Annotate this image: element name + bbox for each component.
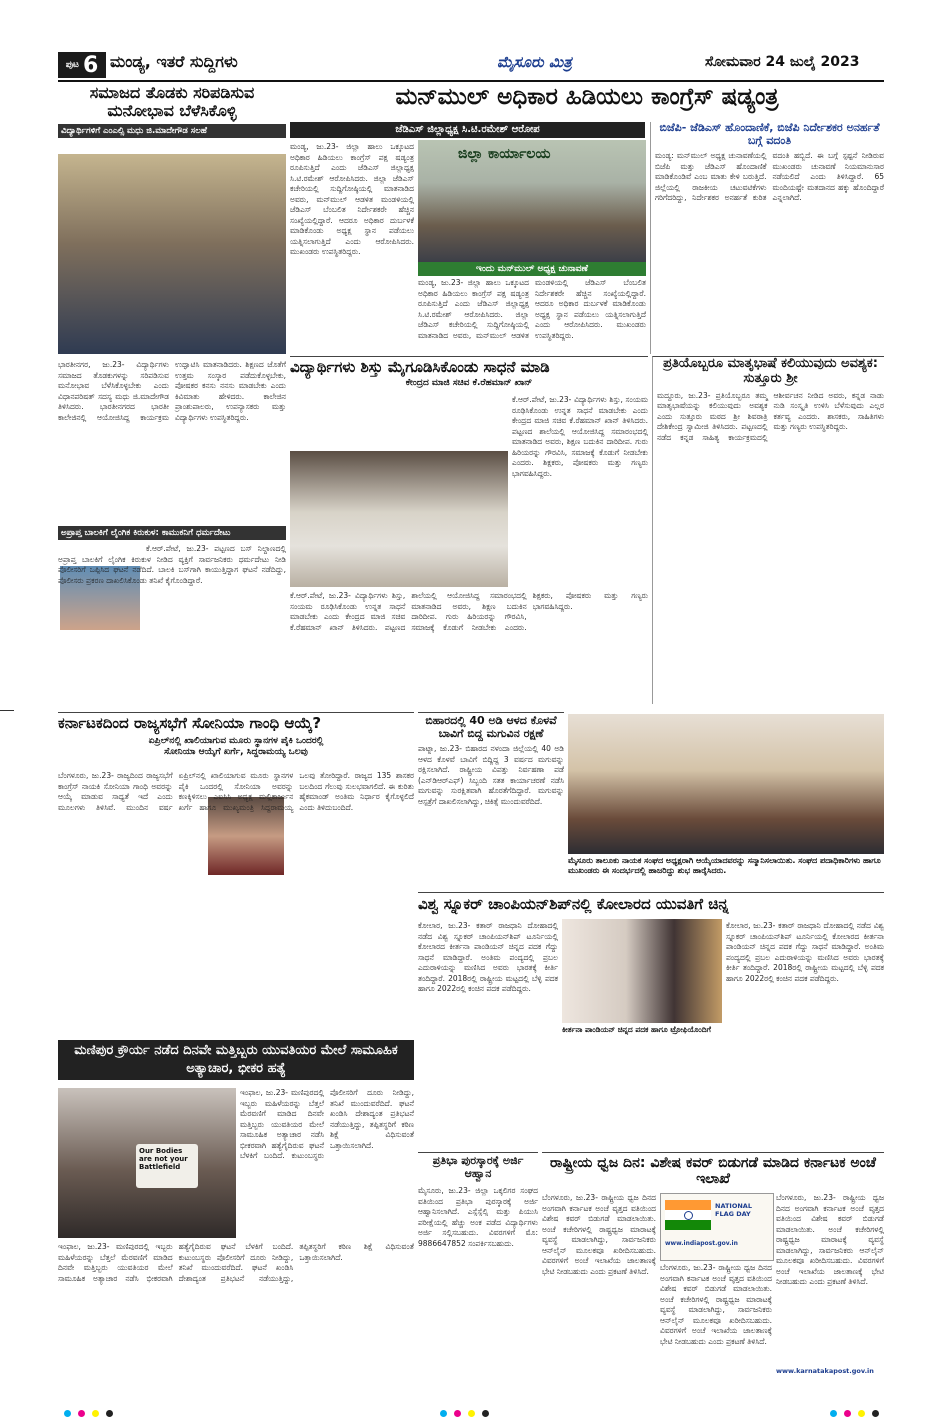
- flag-url-2: www.karnatakapost.gov.in: [776, 1367, 874, 1375]
- flag-stamp-cover: [660, 1193, 774, 1261]
- page-header: [0, 50, 945, 80]
- award-headline: ಪ್ರತಿಭಾ ಪುರಸ್ಕಾರಕ್ಕೆ ಅರ್ಜಿ ಆಹ್ವಾನ: [432, 1154, 524, 1180]
- print-marks-center: [440, 1410, 489, 1417]
- left-story-body: ಭಾರತೀನಗರ, ಜು.23- ವಿದ್ಯಾರ್ಥಿಗಳು ಸಮಾಜದ ತೊಡಕುಗಳನ್ನು ಸರಿಪಡಿಸುವ ಮನೋಭಾವ ಬೆಳೆಸಿಕೊಳ್ಳಬೇಕು ಎಂದು ವಿಧಾನಪರಿಷತ್ ಸದಸ್ಯ ಮಧು ಜಿ.ಮಾದೇಗೌಡ ತಿಳಿಸಿದರು. ಭಾರತೀನಗರದ ಭಾರತೀ ಕಾಲೇಜಿನಲ್ಲಿ ಆಯೋಜಿಸಿದ್ದ ಕಾರ್ಯಕ್ರಮ ಉದ್ಘಾಟಿಸಿ ಮಾತನಾಡಿದರು. ಶಿಕ್ಷಣದ ಜೊತೆಗೆ ಉತ್ತಮ ಸಂಸ್ಕಾರ ಪಡೆದುಕೊಳ್ಳಬೇಕು, ಪೋಷಕರ ಕನಸು ನನಸು ಮಾಡಬೇಕು ಎಂದು ಕಿವಿಮಾತು ಹೇಳಿದರು. ಕಾಲೇಜಿನ ಪ್ರಾಂಶುಪಾಲರು, ಉಪನ್ಯಾಸಕರು ಮತ್ತು ವಿದ್ಯಾರ್ಥಿಗಳು ಉಪಸ್ಥಿತರಿದ್ದರು.: [58, 360, 286, 422]
- snooker-story: [418, 892, 884, 1052]
- lead-photo-caption: ಇಂದು ಮನ್‌ಮುಲ್ ಅಧ್ಯಕ್ಷ ಚುನಾವಣೆ: [418, 262, 646, 276]
- lead-body-cont: ಮಂಡ್ಯ, ಜು.23- ಜಿಲ್ಲಾ ಹಾಲು ಒಕ್ಕೂಟದ ಅಧಿಕಾರ ಹಿಡಿಯಲು ಕಾಂಗ್ರೆಸ್ ಪಕ್ಷ ಷಡ್ಯಂತ್ರ ರೂಪಿಸುತ್ತಿದೆ ಎಂದು ಜೆಡಿಎಸ್ ಜಿಲ್ಲಾಧ್ಯಕ್ಷ ಸಿ.ಟಿ.ರಮೇಶ್ ಆರೋಪಿಸಿದರು. ಜಿಲ್ಲಾ ಜೆಡಿಎಸ್ ಕಚೇರಿಯಲ್ಲಿ ಸುದ್ದಿಗೋಷ್ಠಿಯಲ್ಲಿ ಮಾತನಾಡಿದ ಅವರು, ಮನ್‌ಮುಲ್ ಆಡಳಿತ ಮಂಡಳಿಯಲ್ಲಿ ಜೆಡಿಎಸ್ ಬೆಂಬಲಿತ ನಿರ್ದೇಶಕರೇ ಹೆಚ್ಚಿನ ಸಂಖ್ಯೆಯಲ್ಲಿದ್ದಾರೆ. ಆದರೂ ಅಧಿಕಾರ ದುರ್ಬಳಕೆ ಮಾಡಿಕೊಂಡು ಅಧ್ಯಕ್ಷ ಸ್ಥಾನ ಪಡೆಯಲು ಯತ್ನಿಸಲಾಗುತ್ತಿದೆ ಎಂದು ಆರೋಪಿಸಿದರು. ಮುಖಂಡರು ಉಪಸ್ಥಿತರಿದ್ದರು.: [418, 278, 646, 340]
- left-story: [58, 84, 286, 524]
- left-story-subhead: ವಿದ್ಯಾರ್ಥಿಗಳಿಗೆ ಎಂಎಲ್ಸಿ ಮಧು ಜಿ.ಮಾದೇಗೌಡ ಸಲಹೆ: [58, 124, 286, 138]
- lead-body: ಮಂಡ್ಯ, ಜು.23- ಜಿಲ್ಲಾ ಹಾಲು ಒಕ್ಕೂಟದ ಅಧಿಕಾರ ಹಿಡಿಯಲು ಕಾಂಗ್ರೆಸ್ ಪಕ್ಷ ಷಡ್ಯಂತ್ರ ರೂಪಿಸುತ್ತಿದೆ ಎಂದು ಜೆಡಿಎಸ್ ಜಿಲ್ಲಾಧ್ಯಕ್ಷ ಸಿ.ಟಿ.ರಮೇಶ್ ಆರೋಪಿಸಿದರು. ಜಿಲ್ಲಾ ಜೆಡಿಎಸ್ ಕಚೇರಿಯಲ್ಲಿ ಸುದ್ದಿಗೋಷ್ಠಿಯಲ್ಲಿ ಮಾತನಾಡಿದ ಅವರು, ಮನ್‌ಮುಲ್ ಆಡಳಿತ ಮಂಡಳಿಯಲ್ಲಿ ಜೆಡಿಎಸ್ ಬೆಂಬಲಿತ ನಿರ್ದೇಶಕರೇ ಹೆಚ್ಚಿನ ಸಂಖ್ಯೆಯಲ್ಲಿದ್ದಾರೆ. ಆದರೂ ಅಧಿಕಾರ ದುರ್ಬಳಕೆ ಮಾಡಿಕೊಂಡು ಅಧ್ಯಕ್ಷ ಸ್ಥಾನ ಪಡೆಯಲು ಯತ್ನಿಸಲಾಗುತ್ತಿದೆ ಎಂದು ಆರೋಪಿಸಿದರು. ಮುಖಂಡರು ಉಪಸ್ಥಿತರಿದ್ದರು.: [290, 142, 414, 256]
- students-photo: [290, 451, 508, 587]
- lead-photo: [418, 140, 646, 262]
- award-body: ಮೈಸೂರು, ಜು.23- ಜಿಲ್ಲಾ ಒಕ್ಕಲಿಗರ ಸಂಘದ ವತಿಯಿಂದ ಪ್ರತಿಭಾ ಪುರಸ್ಕಾರಕ್ಕೆ ಅರ್ಜಿ ಆಹ್ವಾನಿಸಲಾಗಿದೆ. ಎಸ್ಸೆಸ್ಸೆಲ್ಸಿ ಮತ್ತು ಪಿಯುಸಿ ಪರೀಕ್ಷೆಯಲ್ಲಿ ಹೆಚ್ಚು ಅಂಕ ಪಡೆದ ವಿದ್ಯಾರ್ಥಿಗಳು ಅರ್ಜಿ ಸಲ್ಲಿಸಬಹುದು. ವಿವರಗಳಿಗೆ ಮೊ: 9886647852 ಸಂಪರ್ಕಿಸಬಹುದು.: [418, 1186, 538, 1248]
- snooker-body-left: ಕೋಲಾರ, ಜು.23- ಕತಾರ್ ರಾಜಧಾನಿ ದೋಹಾದಲ್ಲಿ ನಡೆದ ವಿಶ್ವ ಸ್ನೂಕರ್ ಚಾಂಪಿಯನ್‌ಶಿಪ್ ಟೂರ್ನಿಯಲ್ಲಿ ಕೋಲಾರದ ಕೀರ್ತನಾ ಪಾಂಡಿಯನ್ ಚಿನ್ನದ ಪದಕ ಗೆದ್ದು ಸಾಧನೆ ಮಾಡಿದ್ದಾರೆ. ಅಂತಿಮ ಪಂದ್ಯದಲ್ಲಿ ಪ್ರಬಲ ಎದುರಾಳಿಯನ್ನು ಮಣಿಸಿದ ಅವರು ಭಾರತಕ್ಕೆ ಕೀರ್ತಿ ತಂದಿದ್ದಾರೆ. 2018ರಲ್ಲಿ ರಾಷ್ಟ್ರೀಯ ಮಟ್ಟದಲ್ಲಿ ಬೆಳ್ಳಿ ಪದಕ ಹಾಗೂ 2022ರಲ್ಲಿ ಕಂಚಿನ ಪದಕ ಪಡೆದಿದ್ದರು.: [418, 921, 558, 993]
- lead-headline-box: [290, 84, 884, 120]
- masthead: ಮೈಸೂರು ಮಿತ್ರ: [497, 53, 572, 71]
- left-story-headline: ಸಮಾಜದ ತೊಡಕು ಸರಿಪಡಿಸುವ ಮನೋಭಾವ ಬೆಳೆಸಿಕೊಳ್ಳಿ: [89, 84, 255, 121]
- page-label: ಪುಟ: [65, 60, 79, 70]
- flag-url-1: www.indiapost.gov.in: [665, 1240, 738, 1247]
- manipur-headline: ಮಣಿಪುರ ಕ್ರೌರ್ಯ ನಡೆದ ದಿನವೇ ಮತ್ತಿಬ್ಬರು ಯುವತಿಯರ ಮೇಲೆ ಸಾಮೂಹಿಕ ಅತ್ಯಾಚಾರ, ಭೀಕರ ಹತ್ಯೆ: [58, 1040, 414, 1080]
- manipur-body: ಇಂಫಾಲ, ಜು.23- ಮಣಿಪುರದಲ್ಲಿ ಇಬ್ಬರು ಮಹಿಳೆಯರನ್ನು ಬೆತ್ತಲೆ ಮೆರವಣಿಗೆ ಮಾಡಿದ ದಿನವೇ ಮತ್ತಿಬ್ಬರು ಯುವತಿಯರ ಮೇಲೆ ಸಾಮೂಹಿಕ ಅತ್ಯಾಚಾರ ನಡೆಸಿ ಭೀಕರವಾಗಿ ಹತ್ಯೆಗೈದಿರುವ ಘಟನೆ ಬೆಳಕಿಗೆ ಬಂದಿದೆ. ಕುಟುಂಬಸ್ಥರು ಪೊಲೀಸರಿಗೆ ದೂರು ನೀಡಿದ್ದು, ತನಿಖೆ ಮುಂದುವರೆದಿದೆ. ಘಟನೆ ಖಂಡಿಸಿ ದೇಶಾದ್ಯಂತ ಪ್ರತಿಭಟನೆ ನಡೆಯುತ್ತಿದ್ದು, ತಪ್ಪಿತಸ್ಥರಿಗೆ ಕಠಿಣ ಶಿಕ್ಷೆ ವಿಧಿಸುವಂತೆ ಒತ್ತಾಯಿಸಲಾಗಿದೆ.: [58, 1242, 414, 1283]
- section-title: ಮಂಡ್ಯ, ಇತರೆ ಸುದ್ದಿಗಳು: [110, 52, 238, 71]
- flag-body-right: ಬೆಂಗಳೂರು, ಜು.23- ರಾಷ್ಟ್ರೀಯ ಧ್ವಜ ದಿನದ ಅಂಗವಾಗಿ ಕರ್ನಾಟಕ ಅಂಚೆ ವೃತ್ತದ ವತಿಯಿಂದ ವಿಶೇಷ ಕವರ್ ಬಿಡುಗಡೆ ಮಾಡಲಾಯಿತು. ಅಂಚೆ ಕಚೇರಿಗಳಲ್ಲಿ ರಾಷ್ಟ್ರಧ್ವಜ ಮಾರಾಟಕ್ಕೆ ವ್ಯವಸ್ಥೆ ಮಾಡಲಾಗಿದ್ದು, ಸಾರ್ವಜನಿಕರು ಆನ್‌ಲೈನ್ ಮೂಲಕವೂ ಖರೀದಿಸಬಹುದು. ವಿವರಗಳಿಗೆ ಅಂಚೆ ಇಲಾಖೆಯ ಜಾಲತಾಣಕ್ಕೆ ಭೇಟಿ ನೀಡಬಹುದು ಎಂದು ಪ್ರಕಟಣೆ ತಿಳಿಸಿದೆ.: [776, 1193, 884, 1286]
- page-number: 6: [82, 52, 99, 78]
- sonia-subhead-1: ಏಪ್ರಿಲ್‌ನಲ್ಲಿ ಖಾಲಿಯಾಗುವ ಮೂರು ಸ್ಥಾನಗಳ ಪೈಕಿ ಒಂದರಲ್ಲಿ: [148, 736, 324, 747]
- print-marks-left: [64, 1410, 113, 1417]
- manipur-body-top: ಇಂಫಾಲ, ಜು.23- ಮಣಿಪುರದಲ್ಲಿ ಇಬ್ಬರು ಮಹಿಳೆಯರನ್ನು ಬೆತ್ತಲೆ ಮೆರವಣಿಗೆ ಮಾಡಿದ ದಿನವೇ ಮತ್ತಿಬ್ಬರು ಯುವತಿಯರ ಮೇಲೆ ಸಾಮೂಹಿಕ ಅತ್ಯಾಚಾರ ನಡೆಸಿ ಭೀಕರವಾಗಿ ಹತ್ಯೆಗೈದಿರುವ ಘಟನೆ ಬೆಳಕಿಗೆ ಬಂದಿದೆ. ಕುಟುಂಬಸ್ಥರು ಪೊಲೀಸರಿಗೆ ದೂರು ನೀಡಿದ್ದು, ತನಿಖೆ ಮುಂದುವರೆದಿದೆ. ಘಟನೆ ಖಂಡಿಸಿ ದೇಶಾದ್ಯಂತ ಪ್ರತಿಭಟನೆ ನಡೆಯುತ್ತಿದ್ದು, ತಪ್ಪಿತಸ್ಥರಿಗೆ ಕಠಿಣ ಶಿಕ್ಷೆ ವಿಧಿಸುವಂತೆ ಒತ್ತಾಯಿಸಲಾಗಿದೆ.: [240, 1088, 414, 1160]
- students-headline: ವಿದ್ಯಾರ್ಥಿಗಳು ಶಿಸ್ತು ಮೈಗೂಡಿಸಿಕೊಂಡು ಸಾಧನೆ ಮಾಡಿ: [290, 358, 550, 376]
- well-body: ಪಾಟ್ನಾ, ಜು.23- ಬಿಹಾರದ ನಳಂದಾ ಜಿಲ್ಲೆಯಲ್ಲಿ 40 ಅಡಿ ಆಳದ ಕೊಳವೆ ಬಾವಿಗೆ ಬಿದ್ದಿದ್ದ 3 ವರ್ಷದ ಮಗುವನ್ನು ರಕ್ಷಿಸಲಾಗಿದೆ. ರಾಷ್ಟ್ರೀಯ ವಿಪತ್ತು ನಿರ್ವಹಣಾ ಪಡೆ (ಎನ್‌ಡಿಆರ್‌ಎಫ್) ಸಿಬ್ಬಂದಿ ಸತತ ಕಾರ್ಯಾಚರಣೆ ನಡೆಸಿ ಮಗುವನ್ನು ಸುರಕ್ಷಿತವಾಗಿ ಹೊರತೆಗೆದಿದ್ದಾರೆ. ಮಗುವನ್ನು ಆಸ್ಪತ್ರೆಗೆ ದಾಖಲಿಸಲಾಗಿದ್ದು, ಚಿಕಿತ್ಸೆ ಮುಂದುವರೆದಿದೆ.: [418, 744, 564, 806]
- mother-tongue-story: [652, 356, 884, 704]
- sonia-story: [58, 712, 414, 1030]
- left-lower-body: ಕೆ.ಆರ್.ಪೇಟೆ, ಜು.23- ಪಟ್ಟಣದ ಬಸ್ ನಿಲ್ದಾಣದಲ್ಲಿ ಅಪ್ರಾಪ್ತ ಬಾಲಕಿಗೆ ಲೈಂಗಿಕ ಕಿರುಕುಳ ನೀಡಿದ ವ್ಯಕ್ತಿಗೆ ಸಾರ್ವಜನಿಕರು ಧರ್ಮದೇಟು ನೀಡಿ ಪೊಲೀಸರಿಗೆ ಒಪ್ಪಿಸಿದ ಘಟನೆ ನಡೆದಿದೆ. ಬಾಲಕಿ ಬಸ್‌ಗಾಗಿ ಕಾಯುತ್ತಿದ್ದಾಗ ಘಟನೆ ನಡೆದಿದ್ದು, ಪೊಲೀಸರು ಪ್ರಕರಣ ದಾಖಲಿಸಿಕೊಂಡು ತನಿಖೆ ಕೈಗೊಂಡಿದ್ದಾರೆ.: [58, 544, 286, 585]
- sonia-subhead-2: ಸೋನಿಯಾ ಆಯ್ಕೆಗೆ ಖರ್ಗೆ, ಸಿದ್ದರಾಮಯ್ಯ ಒಲವು: [164, 747, 308, 758]
- sonia-body: ಬೆಂಗಳೂರು, ಜು.23- ರಾಜ್ಯದಿಂದ ರಾಜ್ಯಸಭೆಗೆ ಕಾಂಗ್ರೆಸ್ ನಾಯಕಿ ಸೋನಿಯಾ ಗಾಂಧಿ ಅವರನ್ನು ಆಯ್ಕೆ ಮಾಡುವ ಸಾಧ್ಯತೆ ಇದೆ ಎಂದು ಮೂಲಗಳು ತಿಳಿಸಿವೆ. ಮುಂದಿನ ವರ್ಷ ಏಪ್ರಿಲ್‌ನಲ್ಲಿ ಖಾಲಿಯಾಗುವ ಮೂರು ಸ್ಥಾನಗಳ ಪೈಕಿ ಒಂದರಲ್ಲಿ ಸೋನಿಯಾ ಅವರನ್ನು ಕಣಕ್ಕಿಳಿಸಲು ಎಐಸಿಸಿ ಅಧ್ಯಕ್ಷ ಮಲ್ಲಿಕಾರ್ಜುನ ಖರ್ಗೆ ಹಾಗೂ ಮುಖ್ಯಮಂತ್ರಿ ಸಿದ್ದರಾಮಯ್ಯ ಒಲವು ತೋರಿದ್ದಾರೆ. ರಾಜ್ಯದ 135 ಶಾಸಕರ ಬಲದಿಂದ ಗೆಲುವು ಸುಲಭವಾಗಲಿದೆ. ಈ ಕುರಿತು ಹೈಕಮಾಂಡ್ ಅಂತಿಮ ನಿರ್ಧಾರ ಕೈಗೊಳ್ಳಲಿದೆ ಎಂದು ತಿಳಿದುಬಂದಿದೆ.: [58, 771, 414, 812]
- felicitation-caption: ಮೈಸೂರು ತಾಲೂಕು ನಾಯಕ ಸಂಘದ ಅಧ್ಯಕ್ಷರಾಗಿ ಆಯ್ಕೆಯಾದವರನ್ನು ಸನ್ಮಾನಿಸಲಾಯಿತು. ಸಂಘದ ಪದಾಧಿಕಾರಿಗಳು ಹಾಗೂ ಮುಖಂಡರು ಈ ಸಂದರ್ಭದಲ್ಲಿ ಹಾಜರಿದ್ದು ಶುಭ ಹಾರೈಸಿದರು.: [568, 856, 881, 875]
- students-story: [290, 356, 648, 704]
- felicitation-photo: [568, 714, 884, 854]
- flag-story: [542, 1152, 884, 1384]
- flag-headline: ರಾಷ್ಟ್ರೀಯ ಧ್ವಜ ದಿನ: ವಿಶೇಷ ಕವರ್ ಬಿಡುಗಡೆ ಮಾಡಿದ ಕರ್ನಾಟಕ ಅಂಚೆ ಇಲಾಖೆ: [550, 1155, 876, 1188]
- lead-headline: ಮನ್‌ಮುಲ್ ಅಧಿಕಾರ ಹಿಡಿಯಲು ಕಾಂಗ್ರೆಸ್ ಷಡ್ಯಂತ್ರ: [395, 84, 779, 110]
- right-top-story: [650, 122, 884, 354]
- left-lower-story: [58, 526, 286, 702]
- left-story-photo: [58, 154, 286, 354]
- lead-photo-sign: ಜಿಲ್ಲಾ ಕಾರ್ಯಾಲಯ: [458, 146, 551, 162]
- flag-stamp-label: NATIONAL FLAG DAY: [715, 1202, 752, 1218]
- sonia-headline: ಕರ್ನಾಟಕದಿಂದ ರಾಜ್ಯಸಭೆಗೆ ಸೋನಿಯಾ ಗಾಂಧಿ ಆಯ್ಕೆ?: [58, 714, 322, 732]
- header-rule: [58, 80, 884, 82]
- mother-tongue-body: ಮದ್ದೂರು, ಜು.23- ಪ್ರತಿಯೊಬ್ಬರೂ ತಮ್ಮ ಮಾತೃಭಾಷೆಯನ್ನು ಕಲಿಯುವುದು ಅವಶ್ಯಕ ಎಂದು ಸುತ್ತೂರು ಮಠದ ಶ್ರೀ ಶಿವರಾತ್ರಿ ದೇಶಿಕೇಂದ್ರ ಸ್ವಾಮೀಜಿ ತಿಳಿಸಿದರು. ಪಟ್ಟಣದಲ್ಲಿ ನಡೆದ ಕನ್ನಡ ಸಾಹಿತ್ಯ ಕಾರ್ಯಕ್ರಮದಲ್ಲಿ ಆಶೀರ್ವಚನ ನೀಡಿದ ಅವರು, ಕನ್ನಡ ನಾಡು ನುಡಿ ಸಂಸ್ಕೃತಿ ಉಳಿಸಿ ಬೆಳೆಸುವುದು ಎಲ್ಲರ ಕರ್ತವ್ಯ ಎಂದರು. ಶಾಸಕರು, ಸಾಹಿತಿಗಳು ಮತ್ತು ಗಣ್ಯರು ಉಪಸ್ಥಿತರಿದ್ದರು.: [657, 390, 884, 442]
- registration-tick: [0, 710, 14, 711]
- manipur-placard: Our Bodies are not your Battlefield: [136, 1144, 198, 1188]
- snooker-photo: [562, 919, 722, 1023]
- students-body-right: ಕೆ.ಆರ್.ಪೇಟೆ, ಜು.23- ವಿದ್ಯಾರ್ಥಿಗಳು ಶಿಸ್ತು, ಸಂಯಮ ರೂಢಿಸಿಕೊಂಡು ಉನ್ನತ ಸಾಧನೆ ಮಾಡಬೇಕು ಎಂದು ಕೇಂದ್ರದ ಮಾಜಿ ಸಚಿವ ಕೆ.ರೆಹಮಾನ್ ಖಾನ್ ತಿಳಿಸಿದರು. ಪಟ್ಟಣದ ಶಾಲೆಯಲ್ಲಿ ಆಯೋಜಿಸಿದ್ದ ಸಮಾರಂಭದಲ್ಲಿ ಮಾತನಾಡಿದ ಅವರು, ಶಿಕ್ಷಣ ಬದುಕಿನ ದಾರಿದೀಪ. ಗುರು ಹಿರಿಯರನ್ನು ಗೌರವಿಸಿ, ಸಮಾಜಕ್ಕೆ ಕೊಡುಗೆ ನೀಡಬೇಕು ಎಂದರು. ಶಿಕ್ಷಕರು, ಪೋಷಕರು ಮತ್ತು ಗಣ್ಯರು ಭಾಗವಹಿಸಿದ್ದರು.: [512, 395, 648, 478]
- snooker-body-right: ಕೋಲಾರ, ಜು.23- ಕತಾರ್ ರಾಜಧಾನಿ ದೋಹಾದಲ್ಲಿ ನಡೆದ ವಿಶ್ವ ಸ್ನೂಕರ್ ಚಾಂಪಿಯನ್‌ಶಿಪ್ ಟೂರ್ನಿಯಲ್ಲಿ ಕೋಲಾರದ ಕೀರ್ತನಾ ಪಾಂಡಿಯನ್ ಚಿನ್ನದ ಪದಕ ಗೆದ್ದು ಸಾಧನೆ ಮಾಡಿದ್ದಾರೆ. ಅಂತಿಮ ಪಂದ್ಯದಲ್ಲಿ ಪ್ರಬಲ ಎದುರಾಳಿಯನ್ನು ಮಣಿಸಿದ ಅವರು ಭಾರತಕ್ಕೆ ಕೀರ್ತಿ ತಂದಿದ್ದಾರೆ. 2018ರಲ್ಲಿ ರಾಷ್ಟ್ರೀಯ ಮಟ್ಟದಲ್ಲಿ ಬೆಳ್ಳಿ ಪದಕ ಹಾಗೂ 2022ರಲ್ಲಿ ಕಂಚಿನ ಪದಕ ಪಡೆದಿದ್ದರು.: [726, 921, 884, 983]
- flag-body-mid: ಬೆಂಗಳೂರು, ಜು.23- ರಾಷ್ಟ್ರೀಯ ಧ್ವಜ ದಿನದ ಅಂಗವಾಗಿ ಕರ್ನಾಟಕ ಅಂಚೆ ವೃತ್ತದ ವತಿಯಿಂದ ವಿಶೇಷ ಕವರ್ ಬಿಡುಗಡೆ ಮಾಡಲಾಯಿತು. ಅಂಚೆ ಕಚೇರಿಗಳಲ್ಲಿ ರಾಷ್ಟ್ರಧ್ವಜ ಮಾರಾಟಕ್ಕೆ ವ್ಯವಸ್ಥೆ ಮಾಡಲಾಗಿದ್ದು, ಸಾರ್ವಜನಿಕರು ಆನ್‌ಲೈನ್ ಮೂಲಕವೂ ಖರೀದಿಸಬಹುದು. ವಿವರಗಳಿಗೆ ಅಂಚೆ ಇಲಾಖೆಯ ಜಾಲತಾಣಕ್ಕೆ ಭೇಟಿ ನೀಡಬಹುದು ಎಂದು ಪ್ರಕಟಣೆ ತಿಳಿಸಿದೆ.: [660, 1263, 772, 1346]
- well-headline: ಬಿಹಾರದಲ್ಲಿ 40 ಅಡಿ ಆಳದ ಕೊಳವೆ ಬಾವಿಗೆ ಬಿದ್ದ ಮಗುವಿನ ರಕ್ಷಣೆ: [425, 714, 557, 740]
- left-lower-headline: ಅಪ್ರಾಪ್ತ ಬಾಲಕಿಗೆ ಲೈಂಗಿಕ ಕಿರುಕುಳ: ಕಾಮುಕನಿಗೆ ಧರ್ಮದೇಟು: [58, 526, 286, 540]
- right-top-body: ಮಂಡ್ಯ: ಮನ್‌ಮುಲ್ ಅಧ್ಯಕ್ಷ ಚುನಾವಣೆಯಲ್ಲಿ ಬಿಜೆಪಿ ಮತ್ತು ಜೆಡಿಎಸ್ ಹೊಂದಾಣಿಕೆ ಮಾಡಿಕೊಂಡಿವೆ ಎಂಬ ಮಾತು ಕೇಳಿ ಬರುತ್ತಿದೆ. ಜಿಲ್ಲೆಯಲ್ಲಿ ರಾಜಕೀಯ ಚಟುವಟಿಕೆಗಳು ಗರಿಗೆದರಿದ್ದು, ನಿರ್ದೇಶಕರ ಅನರ್ಹತೆ ಕುರಿತ ವದಂತಿ ಹಬ್ಬಿದೆ. ಈ ಬಗ್ಗೆ ಸ್ಪಷ್ಟನೆ ನೀಡಿರುವ ಮುಖಂಡರು ಚುನಾವಣೆ ನಿಯಮಾನುಸಾರ ನಡೆಯಲಿದೆ ಎಂದು ತಿಳಿಸಿದ್ದಾರೆ. 65 ಮಂದಿಯಷ್ಟೇ ಮತದಾನದ ಹಕ್ಕು ಹೊಂದಿದ್ದಾರೆ ಎನ್ನಲಾಗಿದೆ.: [655, 151, 884, 203]
- students-subhead: ಕೇಂದ್ರದ ಮಾಜಿ ಸಚಿವ ಕೆ.ರೆಹಮಾನ್ ಖಾನ್: [405, 378, 533, 389]
- dateline: ಸೋಮವಾರ 24 ಜುಲೈ 2023: [705, 54, 860, 70]
- page-number-badge: [58, 52, 106, 78]
- right-top-headline: ಬಿಜೆಪಿ- ಜೆಡಿಎಸ್ ಹೊಂದಾಣಿಕೆ, ಬಿಜೆಪಿ ನಿರ್ದೇಶಕರ ಅನರ್ಹತೆ ಬಗ್ಗೆ ವದಂತಿ: [659, 122, 880, 147]
- snooker-photo-caption: ಕೀರ್ತನಾ ಪಾಂಡಿಯನ್ ಚಿನ್ನದ ಪದಕ ಹಾಗೂ ಟ್ರೋಫಿಯೊಂದಿಗೆ: [562, 1025, 711, 1034]
- print-marks-right: [830, 1410, 879, 1417]
- mother-tongue-headline: ಪ್ರತಿಯೊಬ್ಬರೂ ಮಾತೃಭಾಷೆ ಕಲಿಯುವುದು ಅವಶ್ಯಕ: ಸುತ್ತೂರು ಶ್ರೀ: [663, 356, 878, 386]
- award-story: [418, 1152, 538, 1384]
- lead-subhead: ಜೆಡಿಎಸ್ ಜಿಲ್ಲಾಧ್ಯಕ್ಷ ಸಿ.ಟಿ.ರಮೇಶ್ ಆರೋಪ: [290, 122, 645, 138]
- manipur-story: [58, 1040, 414, 1384]
- flag-icon: [665, 1200, 711, 1230]
- students-body: ಕೆ.ಆರ್.ಪೇಟೆ, ಜು.23- ವಿದ್ಯಾರ್ಥಿಗಳು ಶಿಸ್ತು, ಸಂಯಮ ರೂಢಿಸಿಕೊಂಡು ಉನ್ನತ ಸಾಧನೆ ಮಾಡಬೇಕು ಎಂದು ಕೇಂದ್ರದ ಮಾಜಿ ಸಚಿವ ಕೆ.ರೆಹಮಾನ್ ಖಾನ್ ತಿಳಿಸಿದರು. ಪಟ್ಟಣದ ಶಾಲೆಯಲ್ಲಿ ಆಯೋಜಿಸಿದ್ದ ಸಮಾರಂಭದಲ್ಲಿ ಮಾತನಾಡಿದ ಅವರು, ಶಿಕ್ಷಣ ಬದುಕಿನ ದಾರಿದೀಪ. ಗುರು ಹಿರಿಯರನ್ನು ಗೌರವಿಸಿ, ಸಮಾಜಕ್ಕೆ ಕೊಡುಗೆ ನೀಡಬೇಕು ಎಂದರು. ಶಿಕ್ಷಕರು, ಪೋಷಕರು ಮತ್ತು ಗಣ್ಯರು ಭಾಗವಹಿಸಿದ್ದರು.: [290, 591, 648, 632]
- flag-body-left: ಬೆಂಗಳೂರು, ಜು.23- ರಾಷ್ಟ್ರೀಯ ಧ್ವಜ ದಿನದ ಅಂಗವಾಗಿ ಕರ್ನಾಟಕ ಅಂಚೆ ವೃತ್ತದ ವತಿಯಿಂದ ವಿಶೇಷ ಕವರ್ ಬಿಡುಗಡೆ ಮಾಡಲಾಯಿತು. ಅಂಚೆ ಕಚೇರಿಗಳಲ್ಲಿ ರಾಷ್ಟ್ರಧ್ವಜ ಮಾರಾಟಕ್ಕೆ ವ್ಯವಸ್ಥೆ ಮಾಡಲಾಗಿದ್ದು, ಸಾರ್ವಜನಿಕರು ಆನ್‌ಲೈನ್ ಮೂಲಕವೂ ಖರೀದಿಸಬಹುದು. ವಿವರಗಳಿಗೆ ಅಂಚೆ ಇಲಾಖೆಯ ಜಾಲತಾಣಕ್ಕೆ ಭೇಟಿ ನೀಡಬಹುದು ಎಂದು ಪ್ರಕಟಣೆ ತಿಳಿಸಿದೆ.: [542, 1193, 656, 1276]
- manipur-photo: [58, 1088, 236, 1238]
- snooker-headline: ವಿಶ್ವ ಸ್ನೂಕರ್ ಚಾಂಪಿಯನ್‌ಶಿಪ್‌ನಲ್ಲಿ ಕೋಲಾರದ ಯುವತಿಗೆ ಚಿನ್ನ: [418, 895, 729, 913]
- well-story: [418, 712, 564, 888]
